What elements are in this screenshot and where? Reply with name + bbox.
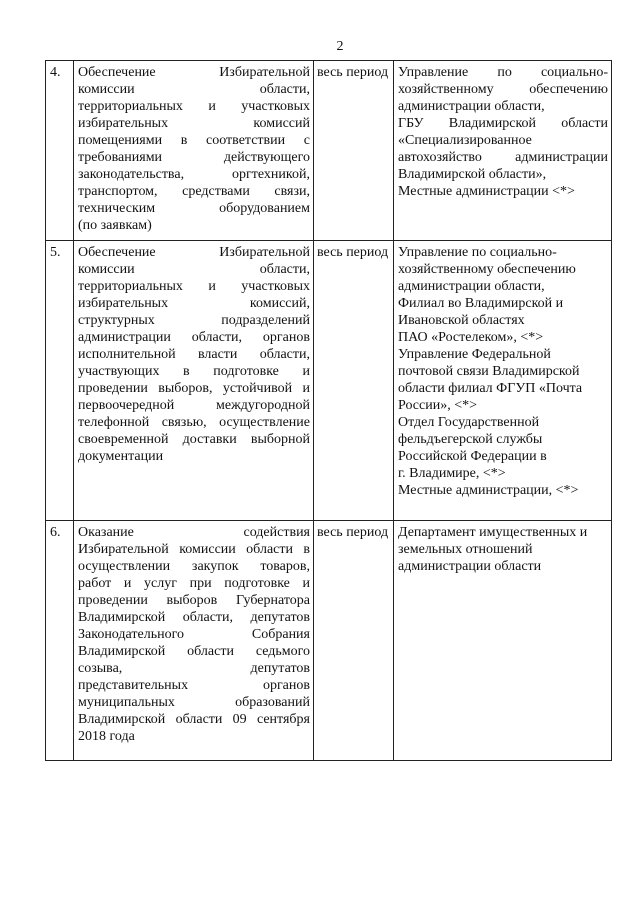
page-number: 2 <box>336 39 344 54</box>
responsible-line: «Специализированное <box>398 133 532 148</box>
row-number: 6. <box>46 521 74 760</box>
measure-cell <box>74 521 314 760</box>
measure-line: Обеспечение Избирательной <box>78 65 310 80</box>
responsible-line: администрации области, <box>398 99 545 114</box>
measure-line: (по заявкам) <box>78 218 152 233</box>
responsible-cell <box>394 521 611 760</box>
responsible-line: Российской Федерации в <box>398 449 547 464</box>
responsible-line: почтовой связи Владимирской <box>398 364 580 379</box>
measures-table <box>45 60 612 761</box>
measure-line: 2018 года <box>78 729 135 744</box>
measure-line: избирательных комиссий <box>78 116 310 131</box>
measure-line: территориальных и участковых <box>78 279 310 294</box>
table-row <box>46 61 611 241</box>
measure-line: Обеспечение Избирательной <box>78 245 310 260</box>
measure-line: исполнительной власти области, <box>78 347 310 362</box>
responsible-line: Управление по социально- <box>398 65 608 80</box>
responsible-line: хозяйственному обеспечению <box>398 262 576 277</box>
responsible-line: хозяйственному обеспечению <box>398 82 608 97</box>
period-cell: весь период <box>314 521 394 760</box>
period-cell: весь период <box>314 61 394 240</box>
measure-line: представительных органов <box>78 678 310 693</box>
responsible-line: автохозяйство администрации <box>398 150 608 165</box>
responsible-line: России», <*> <box>398 398 477 413</box>
measure-line: проведении выборов Губернатора <box>78 593 310 608</box>
responsible-cell <box>394 241 611 520</box>
measure-line: администрации области, органов <box>78 330 310 345</box>
measure-line: территориальных и участковых <box>78 99 310 114</box>
responsible-line: ПАО «Ростелеком», <*> <box>398 330 544 345</box>
measure-cell <box>74 61 314 240</box>
measure-line: муниципальных образований <box>78 695 310 710</box>
measure-line: созыва, депутатов <box>78 661 310 676</box>
period-cell: весь период <box>314 241 394 520</box>
measure-line: участвующих в подготовке и <box>78 364 310 379</box>
responsible-line: Ивановской областях <box>398 313 525 328</box>
row-number: 4. <box>46 61 74 240</box>
responsible-line: Владимирской области», <box>398 167 547 182</box>
measure-line: законодательства, оргтехникой, <box>78 167 310 182</box>
responsible-line: Отдел Государственной <box>398 415 540 430</box>
measure-line: избирательных комиссий, <box>78 296 310 311</box>
responsible-line: ГБУ Владимирской области <box>398 116 608 131</box>
measure-line: комиссии области, <box>78 262 310 277</box>
responsible-line: администрации области <box>398 559 542 574</box>
measure-line: своевременной доставки выборной <box>78 432 310 447</box>
measure-line: первоочередной междугородной <box>78 398 310 413</box>
measure-line: техническим оборудованием <box>78 201 310 216</box>
measure-line: Законодательного Собрания <box>78 627 310 642</box>
measure-line: комиссии области, <box>78 82 310 97</box>
responsible-line: администрации области, <box>398 279 545 294</box>
measure-line: Владимирской области седьмого <box>78 644 310 659</box>
responsible-line: г. Владимире, <*> <box>398 466 506 481</box>
measure-line: осуществлении закупок товаров, <box>78 559 310 574</box>
measure-line: работ и услуг при подготовке и <box>78 576 310 591</box>
measure-line: помещениями в соответствии с <box>78 133 310 148</box>
responsible-line: Местные администрации <*> <box>398 184 575 199</box>
responsible-line: Департамент имущественных и <box>398 525 588 540</box>
responsible-line: Управление Федеральной <box>398 347 551 362</box>
measure-line: требованиями действующего <box>78 150 310 165</box>
table-row <box>46 241 611 521</box>
measure-line: Избирательной комиссии области в <box>78 542 310 557</box>
responsible-line: области филиал ФГУП «Почта <box>398 381 583 396</box>
measure-line: структурных подразделений <box>78 313 310 328</box>
measure-line: транспортом, средствами связи, <box>78 184 310 199</box>
measure-line: телефонной связью, осуществление <box>78 415 310 430</box>
measure-cell <box>74 241 314 520</box>
responsible-line: Филиал во Владимирской и <box>398 296 564 311</box>
table-row <box>46 521 611 760</box>
responsible-cell <box>394 61 611 240</box>
measure-line: Владимирской области 09 сентября <box>78 712 310 727</box>
responsible-line: Управление по социально- <box>398 245 557 260</box>
row-number: 5. <box>46 241 74 520</box>
responsible-line: земельных отношений <box>398 542 533 557</box>
responsible-line: фельдъегерской службы <box>398 432 543 447</box>
measure-line: Оказание содействия <box>78 525 310 540</box>
responsible-line: Местные администрации, <*> <box>398 483 579 498</box>
measure-line: документации <box>78 449 164 464</box>
measure-line: проведении выборов, устойчивой и <box>78 381 310 396</box>
measure-line: Владимирской области, депутатов <box>78 610 310 625</box>
